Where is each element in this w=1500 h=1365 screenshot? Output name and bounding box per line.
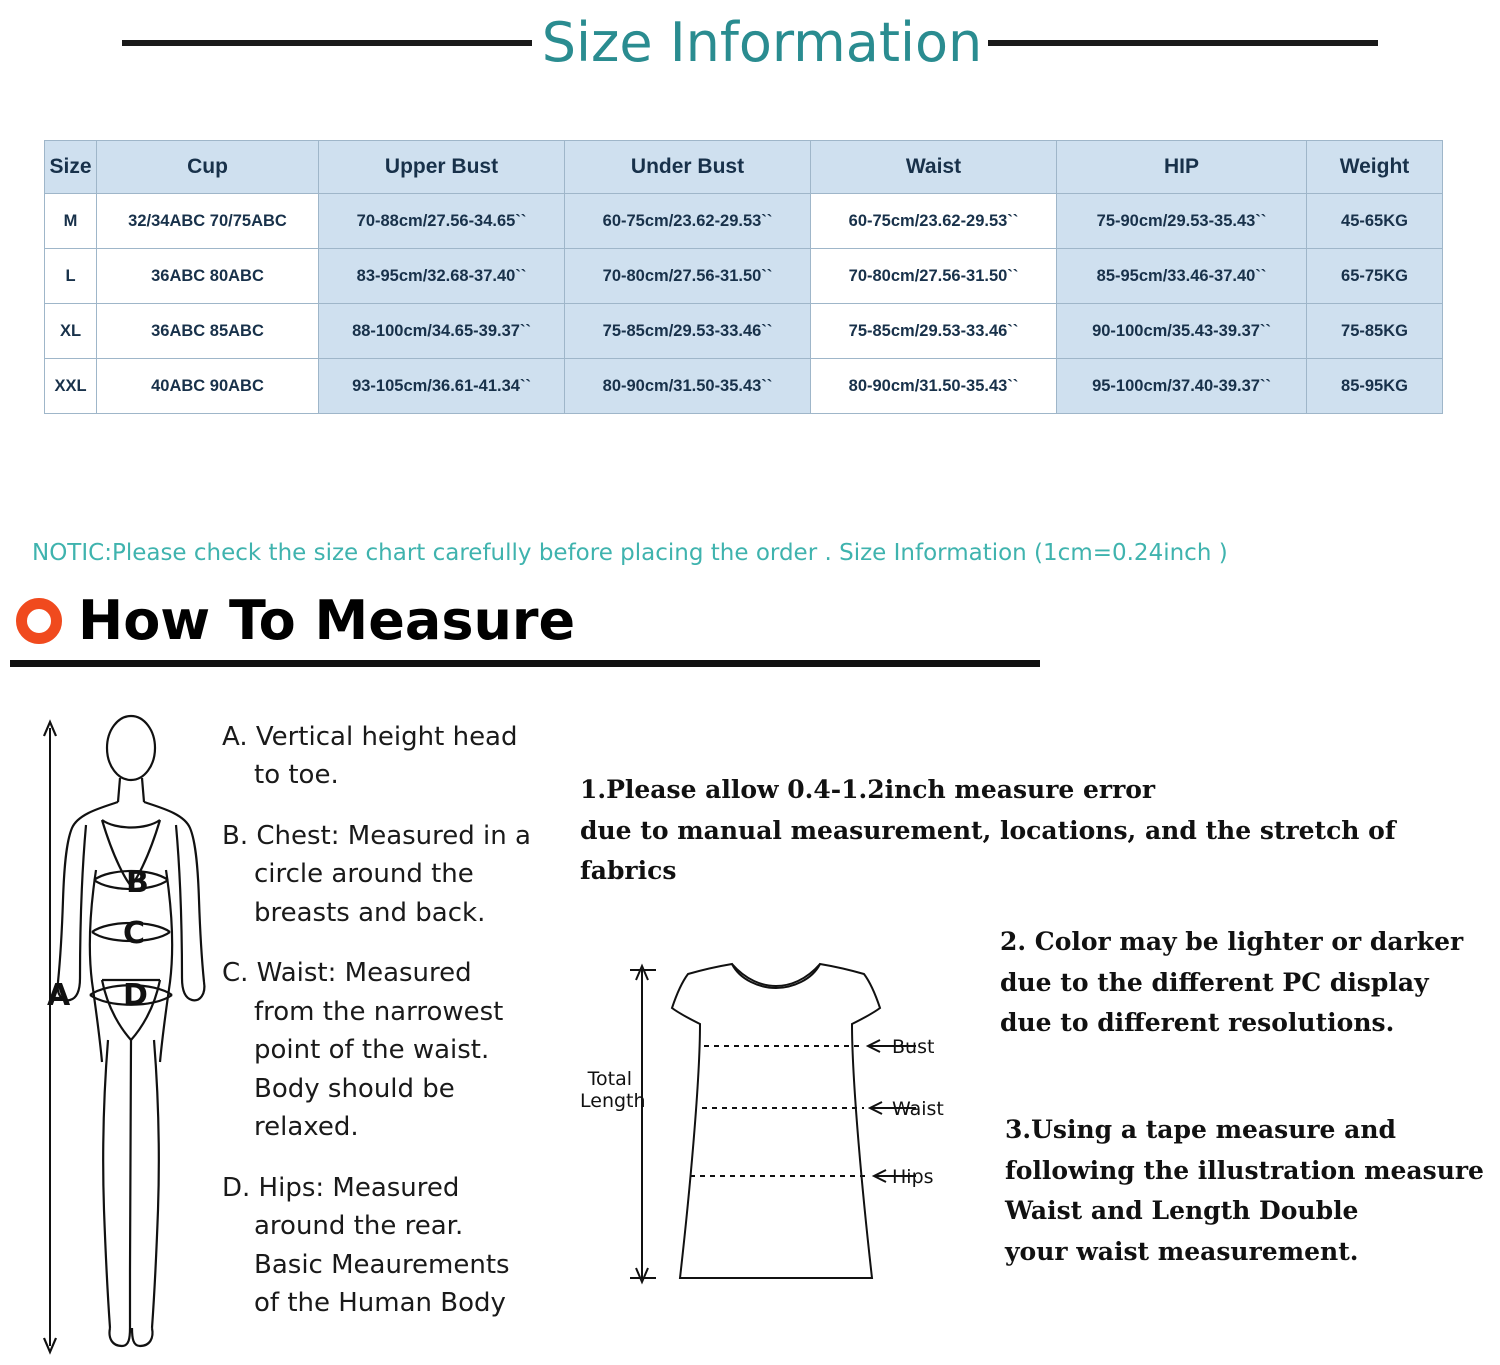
measure-item-d	[222, 1169, 562, 1323]
note-1-line-1: 1.Please allow 0.4-1.2inch measure error	[580, 775, 1156, 804]
column-header-upper-bust: Upper Bust	[319, 141, 565, 194]
measure-item-d-line3: Basic Meaurements	[254, 1249, 510, 1280]
page-title: Size Information	[541, 11, 983, 74]
measure-item-d-line1: D. Hips: Measured	[222, 1172, 460, 1203]
measure-item-c-line3: point of the waist.	[254, 1035, 490, 1066]
dress-outline-icon	[580, 940, 960, 1320]
cell-under-bust: 70-80cm/27.56-31.50``	[565, 249, 811, 304]
measure-item-b-line1: B. Chest: Measured in a	[222, 820, 531, 851]
size-chart-table	[44, 140, 1443, 414]
cell-under-bust: 75-85cm/29.53-33.46``	[565, 304, 811, 359]
cell-cup: 40ABC 90ABC	[97, 359, 319, 414]
table-row	[45, 304, 1443, 359]
bust-label: Bust	[892, 1036, 935, 1058]
column-header-hip: HIP	[1057, 141, 1307, 194]
note-1-line-2: due to manual measurement, locations, and the stretch of fabrics	[580, 815, 1396, 885]
column-header-cup: Cup	[97, 141, 319, 194]
measure-item-c-line4: Body should be	[254, 1073, 455, 1104]
table-header-row	[45, 141, 1443, 194]
note-3-line-3: Waist and Length Double	[1005, 1196, 1359, 1225]
note-3-line-2: following the illustration measure	[1005, 1155, 1484, 1185]
measure-descriptions	[222, 718, 562, 1345]
cell-hip: 90-100cm/35.43-39.37``	[1057, 304, 1307, 359]
note-3	[1005, 1110, 1495, 1272]
cell-size: M	[45, 194, 97, 249]
column-header-waist: Waist	[811, 141, 1057, 194]
cell-upper-bust: 88-100cm/34.65-39.37``	[319, 304, 565, 359]
how-to-measure-heading-block	[10, 588, 1050, 667]
cell-hip: 95-100cm/37.40-39.37``	[1057, 359, 1307, 414]
total-length-label-line2: Length	[580, 1090, 646, 1112]
measure-item-c-line1: C. Waist: Measured	[222, 958, 472, 989]
cell-waist: 75-85cm/29.53-33.46``	[811, 304, 1057, 359]
cell-weight: 45-65KG	[1307, 194, 1443, 249]
how-to-measure-title: How To Measure	[78, 589, 576, 652]
dress-measurement-diagram	[580, 940, 960, 1320]
table-row	[45, 249, 1443, 304]
table-row	[45, 194, 1443, 249]
cell-cup: 32/34ABC 70/75ABC	[97, 194, 319, 249]
measure-item-c	[222, 954, 562, 1146]
measure-item-a	[222, 718, 562, 795]
size-notice-text: NOTIC:Please check the size chart carefully before placing the order . Size Information (1cm=0.24inch )	[32, 540, 1228, 566]
measure-item-b-line2: circle around the	[254, 859, 474, 890]
measure-item-a-line2: to toe.	[254, 760, 339, 791]
cell-size: XL	[45, 304, 97, 359]
cell-hip: 85-95cm/33.46-37.40``	[1057, 249, 1307, 304]
waist-label: Waist	[892, 1098, 944, 1120]
measure-item-c-line2: from the narrowest	[254, 996, 504, 1027]
cell-weight: 75-85KG	[1307, 304, 1443, 359]
cell-size: L	[45, 249, 97, 304]
note-2	[1000, 922, 1495, 1044]
cell-upper-bust: 70-88cm/27.56-34.65``	[319, 194, 565, 249]
note-1	[580, 770, 1495, 892]
cell-weight: 65-75KG	[1307, 249, 1443, 304]
measure-item-c-line5: relaxed.	[254, 1112, 359, 1143]
note-3-line-4: your waist measurement.	[1005, 1236, 1359, 1266]
figure-letter-b: B	[126, 865, 149, 900]
hips-label: Hips	[892, 1166, 934, 1188]
cell-waist: 70-80cm/27.56-31.50``	[811, 249, 1057, 304]
cell-cup: 36ABC 80ABC	[97, 249, 319, 304]
total-length-label-line1: Total	[587, 1068, 632, 1090]
column-header-weight: Weight	[1307, 141, 1443, 194]
header-rule-left	[122, 40, 532, 46]
how-to-measure-underline	[10, 660, 1040, 667]
column-header-under-bust: Under Bust	[565, 141, 811, 194]
measure-item-a-line1: A. Vertical height head	[222, 722, 518, 752]
note-2-line-1: 2. Color may be lighter or darker	[1000, 927, 1464, 956]
note-2-line-3: due to different resolutions.	[1000, 1008, 1395, 1037]
figure-letter-a: A	[47, 978, 71, 1013]
table-row	[45, 359, 1443, 414]
cell-under-bust: 60-75cm/23.62-29.53``	[565, 194, 811, 249]
measure-item-d-line4: of the Human Body	[254, 1288, 506, 1319]
figure-letter-d: D	[123, 978, 148, 1013]
cell-waist: 80-90cm/31.50-35.43``	[811, 359, 1057, 414]
cell-upper-bust: 93-105cm/36.61-41.34``	[319, 359, 565, 414]
cell-hip: 75-90cm/29.53-35.43``	[1057, 194, 1307, 249]
female-body-outline-icon	[30, 710, 230, 1360]
header-rule-right	[988, 40, 1378, 46]
ring-icon	[16, 598, 62, 644]
body-figure-illustration	[30, 710, 230, 1360]
note-3-line-1: 3.Using a tape measure and	[1005, 1115, 1397, 1144]
cell-weight: 85-95KG	[1307, 359, 1443, 414]
column-header-size: Size	[45, 141, 97, 194]
measure-item-d-line2: around the rear.	[254, 1211, 464, 1242]
size-chart-table-wrapper	[44, 140, 1442, 414]
cell-cup: 36ABC 85ABC	[97, 304, 319, 359]
measure-item-b	[222, 817, 562, 932]
measure-item-b-line3: breasts and back.	[254, 897, 486, 928]
figure-letter-c: C	[123, 916, 146, 951]
cell-waist: 60-75cm/23.62-29.53``	[811, 194, 1057, 249]
cell-under-bust: 80-90cm/31.50-35.43``	[565, 359, 811, 414]
note-2-line-2: due to the different PC display	[1000, 967, 1429, 997]
page-header	[0, 8, 1500, 78]
cell-upper-bust: 83-95cm/32.68-37.40``	[319, 249, 565, 304]
cell-size: XXL	[45, 359, 97, 414]
